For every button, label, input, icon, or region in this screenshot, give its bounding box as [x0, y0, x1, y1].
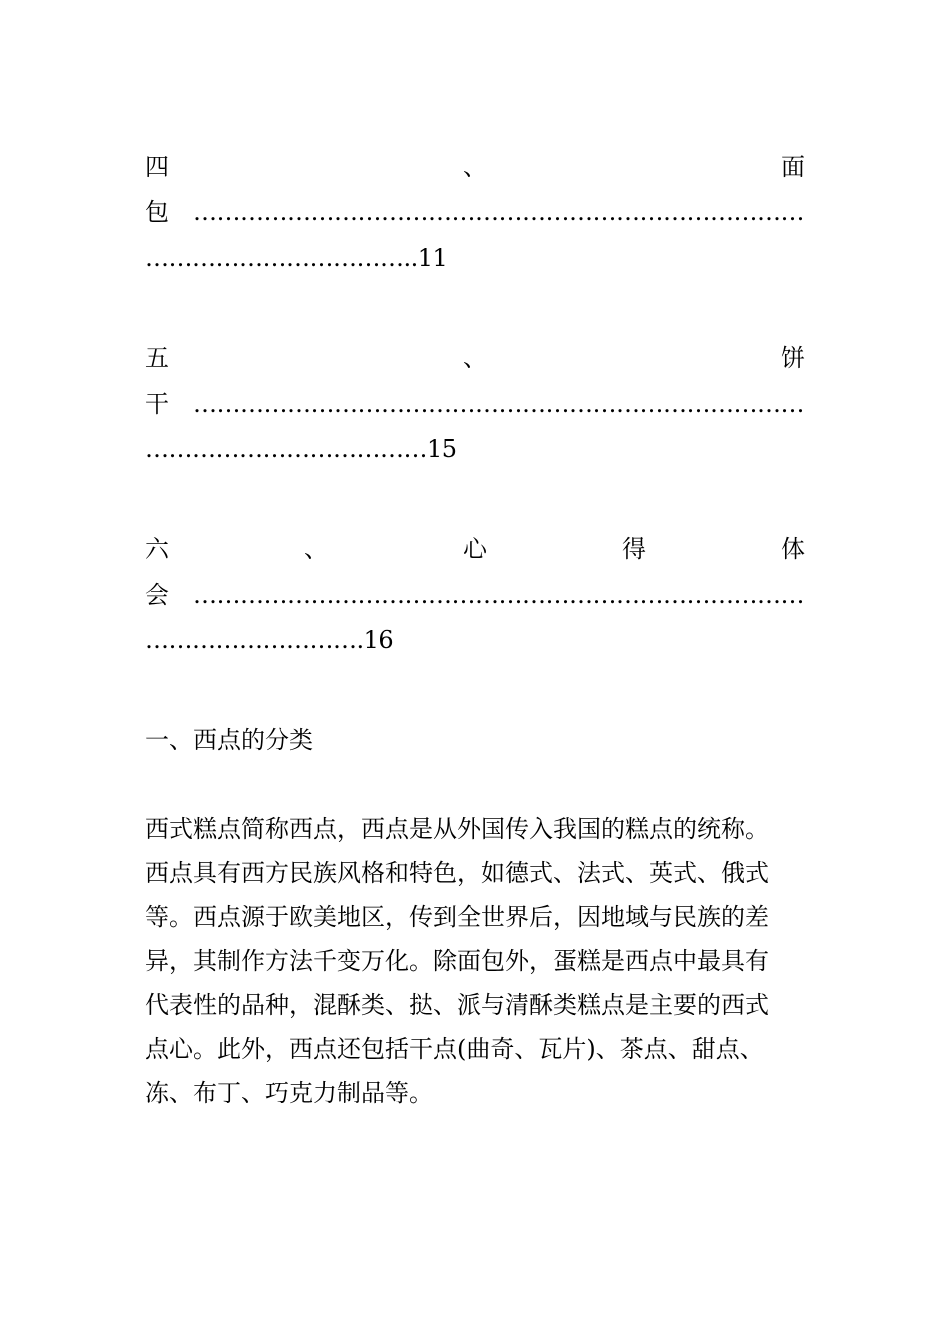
toc-char: 、 [463, 153, 487, 181]
toc-leader-dots: …………………………………………………………………… [193, 581, 804, 609]
toc-entry-4-line2 [145, 194, 805, 230]
toc-char: 得 [622, 535, 646, 563]
toc-char: 六 [145, 535, 169, 563]
toc-entry-5-line1 [145, 340, 805, 376]
toc-leader-dots: …………………………………………………………………… [193, 390, 804, 418]
toc-entry-6-line3 [145, 622, 805, 658]
toc-char: 面 [781, 153, 805, 181]
paragraph-line: 代表性的品种，混酥类、挞、派与清酥类糕点是主要的西式 [145, 991, 769, 1019]
paragraph-line: 异，其制作方法千变万化。除面包外，蛋糕是西点中最具有 [145, 947, 769, 975]
toc-char: 会 [145, 581, 169, 609]
toc-page-number: ………………………………15 [145, 435, 457, 463]
toc-page-number: ……………………………..11 [145, 244, 448, 272]
toc-entry-6-line1 [145, 531, 805, 567]
paragraph-line: 点心。此外，西点还包括干点(曲奇、瓦片)、茶点、甜点、 [145, 1035, 764, 1063]
body-paragraph [145, 807, 815, 1115]
paragraph-line: 冻、布丁、巧克力制品等。 [145, 1079, 433, 1107]
paragraph-line: 西式糕点简称西点，西点是从外国传入我国的糕点的统称。 [145, 815, 769, 843]
section-heading: 一、西点的分类 [145, 726, 313, 754]
toc-entry-5-line2 [145, 386, 805, 422]
toc-char: 饼 [781, 344, 805, 372]
toc-char: 五 [145, 344, 169, 372]
toc-entry-4-line1 [145, 149, 805, 185]
toc-char: 干 [145, 390, 169, 418]
toc-char: 心 [463, 535, 487, 563]
paragraph-line: 西点具有西方民族风格和特色，如德式、法式、英式、俄式 [145, 859, 769, 887]
toc-char: 体 [781, 535, 805, 563]
toc-char: 、 [463, 344, 487, 372]
toc-char: 四 [145, 153, 169, 181]
toc-entry-4-line3 [145, 240, 805, 276]
toc-page-number: ……………………….16 [145, 626, 394, 654]
toc-entry-6-line2 [145, 577, 805, 613]
toc-char: 包 [145, 198, 169, 226]
toc-entry-5-line3 [145, 431, 805, 467]
paragraph-line: 等。西点源于欧美地区，传到全世界后，因地域与民族的差 [145, 903, 769, 931]
toc-leader-dots: …………………………………………………………………… [193, 198, 804, 226]
toc-char: 、 [304, 535, 328, 563]
